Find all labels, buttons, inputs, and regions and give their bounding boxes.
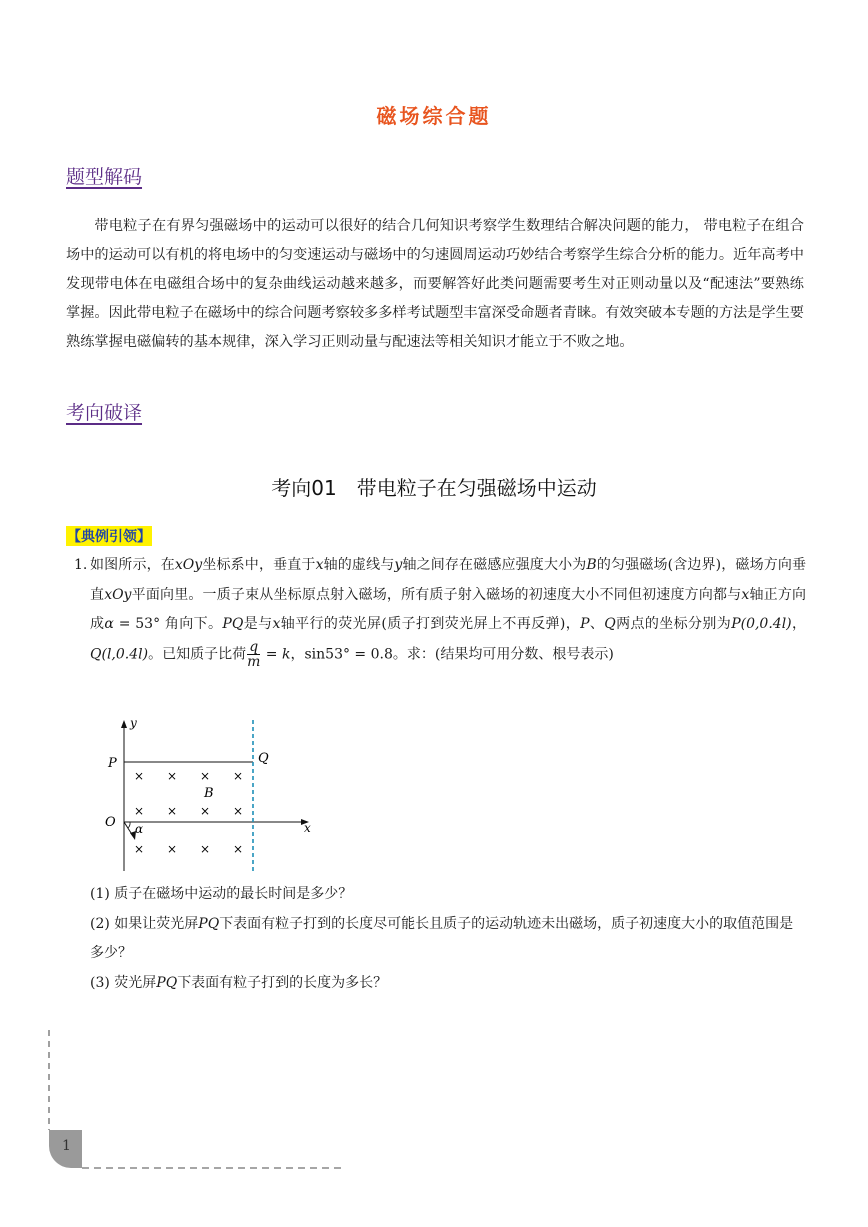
text-run: (2) 如果让荧光屏: [90, 915, 199, 932]
text-run: 轴的虚线与: [323, 557, 395, 573]
x-axis-label: x: [304, 821, 311, 835]
y-axis-label: y: [130, 716, 137, 730]
var-k: k: [282, 646, 291, 662]
intro-paragraph: 带电粒子在有界匀强磁场中的运动可以很好的结合几何知识考察学生数理结合解决问题的能力， 带电粒子在组合场中的运动可以有机的将电场中的匀变速运动与磁场中的匀速圆周运动巧妙结合考察学生综合分析的能力。近年高考中发现带电体在电磁组合场中的复杂曲线运动越来越多，而要解答好此类问题需要考生对正则动量以及“配速法”要熟练掌握。因此带电粒子在磁场中的综合问题考察较多多样考试题型丰富深受命题者青睐。有效突破本专题的方法是学生要熟练掌握电磁偏转的基本规律，深入学习正则动量与配速法等相关知识才能立于不败之地。: [66, 218, 804, 350]
field-cross-icon: ×: [233, 842, 244, 856]
page-corner-decoration: [0, 1020, 360, 1180]
text-run: 轴正方向成: [90, 586, 807, 632]
field-cross-icon: ×: [200, 804, 211, 818]
text-run: (3) 荧光屏: [90, 974, 157, 991]
var-pq: PQ: [222, 616, 244, 632]
point-q-label: Q: [258, 751, 269, 766]
text-run: 平面向里。一质子束从坐标原点射入磁场，所有质子射入磁场的初速度大小不同但初速度方向都与: [131, 586, 742, 603]
coord-p: P(0,0.4l): [731, 616, 792, 632]
fraction-denominator: m: [247, 653, 261, 670]
page-number: 1: [62, 1138, 71, 1154]
var-y: y: [394, 557, 403, 573]
point-p-label: P: [108, 756, 117, 771]
text-run: 坐标系中，垂直于: [202, 557, 316, 573]
field-cross-icon: ×: [200, 842, 211, 856]
text-run: 。已知质子比荷: [148, 646, 247, 662]
magnetic-field-diagram: [100, 716, 330, 876]
var-pq: PQ: [156, 974, 178, 991]
field-cross-icon: ×: [134, 842, 145, 856]
field-cross-icon: ×: [233, 804, 244, 818]
field-cross-icon: ×: [134, 769, 145, 783]
coord-q: Q(l,0.4l): [90, 646, 149, 662]
fraction-numerator: q: [247, 640, 260, 655]
field-cross-icon: ×: [167, 769, 178, 783]
var-x: x: [741, 586, 750, 603]
var-b: B: [586, 557, 597, 573]
text-run: = 53° 角向下。: [113, 616, 223, 632]
field-cross-icon: ×: [134, 804, 145, 818]
section-heading-direction: 考向破译: [66, 402, 143, 424]
text-run: 的匀强磁场(含边界)，磁场方向垂直: [90, 557, 807, 603]
problem-text: [74, 551, 807, 670]
text-run: 轴之间存在磁感应强度大小为: [402, 557, 587, 573]
text-run: ，: [791, 616, 807, 632]
field-cross-icon: ×: [167, 804, 178, 818]
field-cross-icon: ×: [200, 769, 211, 783]
sub-questions: [90, 880, 806, 998]
origin-label: O: [105, 815, 116, 830]
text-run: =: [261, 646, 282, 662]
text-run: 下表面有粒子打到的长度为多长？: [177, 974, 388, 991]
y-axis-arrow-icon: [121, 720, 127, 728]
field-cross-icon: ×: [167, 842, 178, 856]
text-run: ，sin53° = 0.8。求：(结果均可用分数、根号表示): [290, 646, 614, 662]
var-xoy: xOy: [174, 557, 203, 573]
var-alpha: α: [104, 616, 114, 632]
text-run: 下表面有粒子打到的长度尽可能长且质子的运动轨迹未出磁场，质子初速度大小的取值范围是多少？: [90, 915, 794, 961]
text-run: 是与: [243, 616, 273, 632]
var-x: x: [315, 557, 324, 573]
example-badge: 【典例引领】: [66, 526, 152, 546]
text-run: 轴平行的荧光屏(质子打到荧光屏上不再反弹)，: [280, 616, 581, 632]
var-x: x: [272, 616, 281, 632]
text-run: 两点的坐标分别为: [615, 616, 732, 632]
problem-number: 1.: [74, 557, 88, 573]
question-3: [90, 969, 806, 999]
angle-alpha-label: α: [135, 822, 144, 836]
question-2: [90, 910, 806, 969]
angle-arc: [128, 822, 130, 828]
section-heading-decode: 题型解码: [66, 166, 143, 188]
var-xoy: xOy: [104, 586, 132, 603]
var-q: Q: [604, 616, 616, 632]
var-pq: PQ: [198, 915, 220, 932]
text-run: 、: [589, 616, 605, 632]
field-b-label: B: [204, 786, 214, 801]
page-title: 磁场综合题: [376, 104, 492, 128]
question-1: (1) 质子在磁场中运动的最长时间是多少？: [90, 886, 353, 902]
var-p: P: [580, 616, 590, 632]
field-cross-icon: ×: [233, 769, 244, 783]
topic-title: 考向01 带电粒子在匀强磁场中运动: [271, 476, 597, 500]
text-run: 如图所示，在: [90, 557, 175, 573]
charge-mass-fraction: [247, 640, 260, 669]
